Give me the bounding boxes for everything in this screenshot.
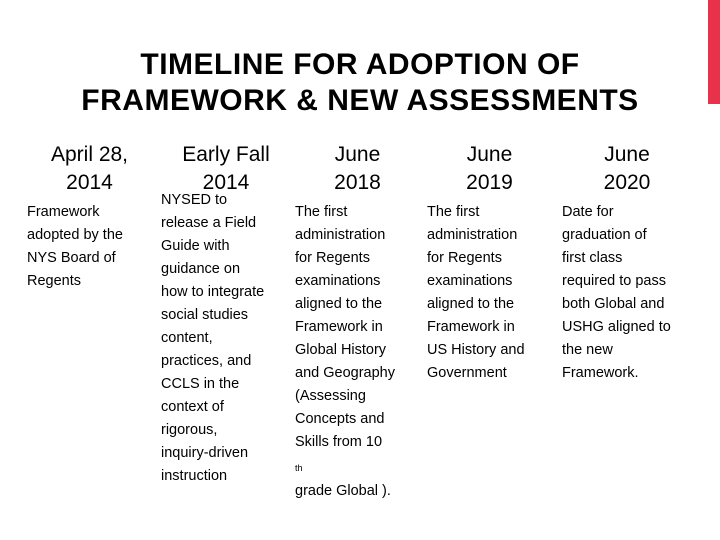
column-description: Framework adopted by the NYS Board of Regents bbox=[27, 204, 123, 289]
timeline-column-fall-2014 bbox=[161, 141, 291, 488]
timeline-column-june-2019 bbox=[427, 141, 552, 385]
slide-title bbox=[0, 47, 720, 119]
column-description: The first administration for Regents examinations aligned to the Framework in Global History and Geography (Assessing Concepts and Skills from 10 $_{th}$ grade Global ). bbox=[295, 201, 420, 503]
column-date: April 28, 2014 bbox=[50, 143, 129, 194]
column-date: Early Fall 2014 bbox=[182, 143, 270, 194]
column-date: June 2020 bbox=[603, 143, 651, 194]
skills-line: Skills from 10 $_{th}$ bbox=[295, 434, 383, 473]
column-description: The first administration for Regents examinations aligned to the Framework in US History and Government bbox=[427, 204, 525, 381]
column-date: June 2018 bbox=[334, 143, 381, 194]
column-description: Date for graduation of first class required to pass both Global and USHG aligned to the new Framework. bbox=[562, 204, 671, 381]
timeline-column-april-2014 bbox=[27, 141, 152, 293]
column-date: June 2019 bbox=[466, 143, 513, 194]
title-line-2: FRAMEWORK & NEW ASSESSMENTS bbox=[81, 84, 639, 117]
title-line-1: TIMELINE FOR ADOPTION OF bbox=[140, 48, 580, 81]
timeline-column-june-2020 bbox=[562, 141, 692, 385]
timeline-column-june-2018 bbox=[295, 141, 420, 503]
column-description: NYSED to release a Field Guide with guidance on how to integrate social studies content, practices, and CCLS in the context of rigorous, inquiry-driven instruction bbox=[161, 192, 265, 484]
